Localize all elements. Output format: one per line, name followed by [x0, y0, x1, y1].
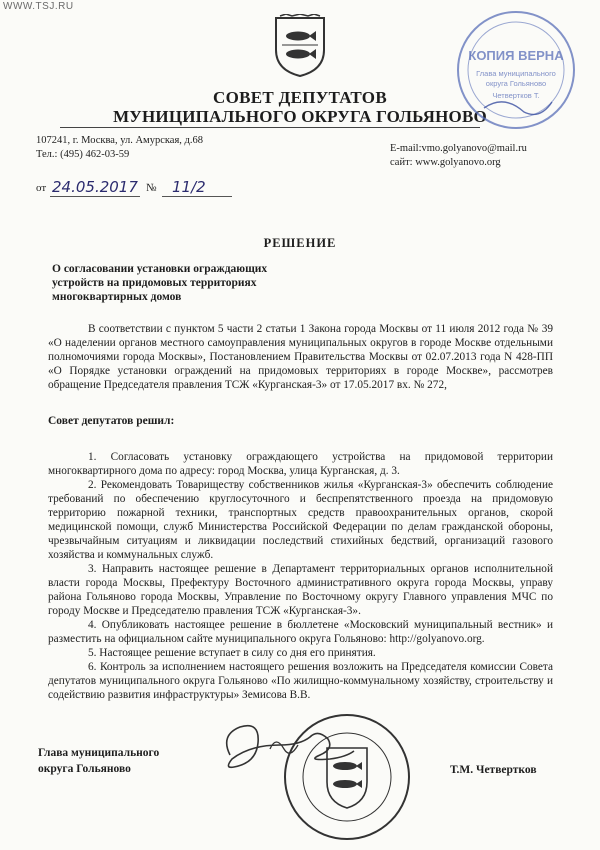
number-prefix: № — [146, 182, 157, 194]
signatory-title-line2: округа Гольяново — [38, 763, 131, 775]
org-title-line1: СОВЕТ ДЕПУТАТОВ — [213, 88, 387, 107]
stamp-line1: КОПИЯ ВЕРНА — [468, 48, 564, 63]
date-underline — [50, 196, 140, 197]
number-underline — [162, 196, 232, 197]
subject-line: устройств на придомовых территориях — [52, 277, 257, 289]
council-decided: Совет депутатов решил: — [48, 415, 175, 427]
decision-item: 5. Настоящее решение вступает в силу со дня его принятия. — [88, 647, 376, 659]
website: сайт: www.golyanovo.org — [390, 157, 501, 168]
signatory-title-line1: Глава муниципального — [38, 747, 160, 759]
signatory-title — [38, 745, 159, 777]
signatory-name: Т.М. Четвертков — [450, 764, 537, 776]
watermark: WWW.TSJ.RU — [3, 1, 74, 12]
preamble — [48, 322, 553, 392]
stamp-line4: Четвертков Т. — [492, 91, 540, 100]
address: 107241, г. Москва, ул. Амурская, д.68 — [36, 135, 204, 146]
contact-block — [390, 142, 527, 170]
official-seal — [282, 712, 412, 842]
number-value: 11/2 — [172, 178, 206, 196]
header-divider — [60, 127, 480, 128]
decision-item: 3. Направить настоящее решение в Департамент территориальных органов исполнительной власти города Москвы, Префектуру Восточного административного округа города Москвы, управу района Гольяново города Москвы, Управление по Восточному округу Главного управления МЧС по городу Москве и Председателю правления ТСЖ «Курганская-3». — [48, 563, 553, 617]
subject-line: многоквартирных домов — [52, 291, 182, 303]
stamp-line2: Глава муниципального — [476, 69, 556, 78]
decision-heading: РЕШЕНИЕ — [263, 236, 337, 250]
date-value: 24.05.2017 — [52, 178, 138, 196]
decision-item: 6. Контроль за исполнением настоящего решения возложить на Председателя комиссии Совета депутатов муниципального округа Гольяново «По жилищно-коммунальному хозяйству, строительству и содействию развития инфраструктуры» Земисова В.В. — [48, 661, 553, 701]
date-prefix: от — [36, 182, 47, 194]
subject-line: О согласовании установки ограждающих — [52, 263, 268, 275]
decision-item: 2. Рекомендовать Товариществу собственников жилья «Курганская-3» обеспечить соблюдение требований по обеспечению круглосуточного и беспрепятственного проезда на придомовую территорию пожарной техники, транспортных средств правоохранительных органов, скорой медицинской помощи, служб Министерства Российской Федерации по делам гражданской обороны, чрезвычайным ситуациям и ликвидации последствий стихийных бедствий, организаций газового хозяйства и коммунальных служб. — [48, 479, 553, 561]
org-title-line2: МУНИЦИПАЛЬНОГО ОКРУГА ГОЛЬЯНОВО — [113, 107, 487, 126]
certified-copy-stamp — [454, 8, 578, 132]
decision-item: 4. Опубликовать настоящее решение в бюллетене «Московский муниципальный вестник» и разместить на официальном сайте муниципального округа Гольяново: http://golyanovo.org. — [48, 619, 553, 645]
subject-block — [52, 262, 312, 304]
decision-items — [48, 450, 553, 702]
coat-of-arms-emblem — [272, 14, 328, 78]
phone: Тел.: (495) 462-03-59 — [36, 149, 130, 160]
decision-item: 1. Согласовать установку ограждающего устройства на придомовой территории многоквартирного дома по адресу: город Москва, улица Курганская, д. 3. — [48, 451, 553, 477]
email: E-mail:vmo.golyanovo@mail.ru — [390, 143, 527, 154]
stamp-line3: округа Гольяново — [485, 79, 547, 88]
address-block — [36, 134, 203, 162]
preamble-text: В соответствии с пунктом 5 части 2 статьи 1 Закона города Москвы от 11 июля 2012 года № 39 «О наделении органов местного самоуправления муниципальных округов в городе Москве отдельными полномочиями города Москвы», Постановлением Правительства Москвы от 02.07.2013 года N 428-ПП «О Порядке установки ограждений на придомовых территориях в городе Москве», рассмотрев обращение Председателя правления ТСЖ «Курганская-3» от 17.05.2017 вх. № 272, — [48, 323, 553, 391]
